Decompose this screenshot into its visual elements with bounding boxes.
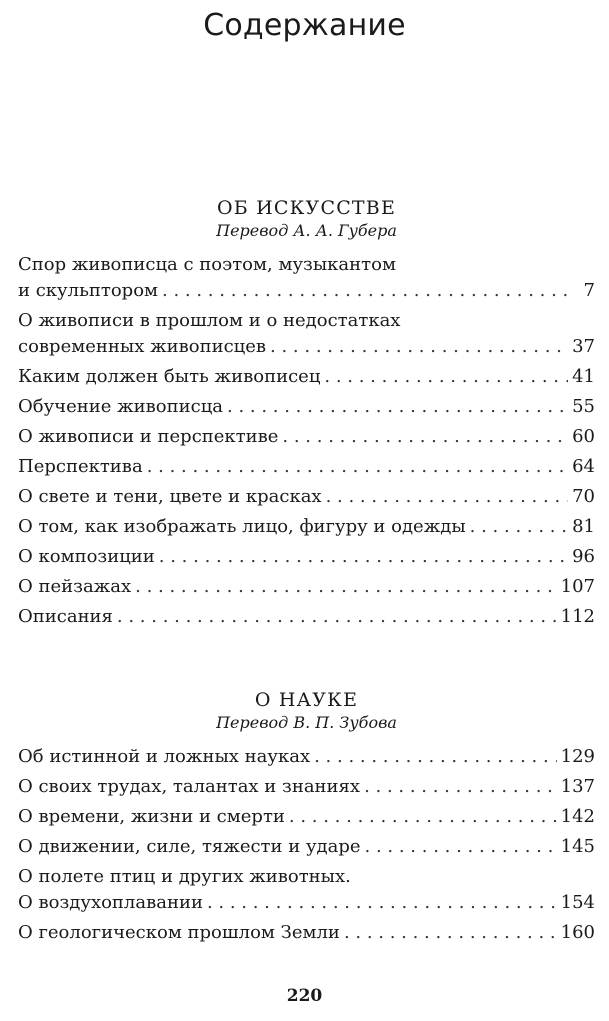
toc-entry-page: 160 (560, 922, 595, 943)
dot-leader (324, 364, 568, 390)
toc-entry-title: Перспектива (18, 456, 143, 477)
page-title: Содержание (203, 8, 406, 43)
footer-page-number: 220 (286, 986, 323, 1006)
toc-entry-page: 142 (560, 806, 595, 827)
toc-list (18, 744, 595, 946)
dot-leader (159, 544, 568, 570)
toc-entry-page: 64 (572, 456, 595, 477)
toc-entry-title: О времени, жизни и смерти (18, 806, 285, 827)
toc-entry-page: 41 (572, 366, 595, 387)
toc-entry-title: Об истинной и ложных науках (18, 746, 311, 767)
section-art (18, 196, 595, 634)
toc-entry[interactable] (18, 744, 595, 770)
dot-leader (344, 920, 557, 946)
toc-entry[interactable] (18, 514, 595, 540)
dot-leader (270, 334, 568, 360)
toc-entry[interactable] (18, 774, 595, 800)
toc-entry[interactable] (18, 574, 595, 600)
toc-entry-page: 112 (560, 606, 595, 627)
toc-entry-page: 145 (560, 836, 595, 857)
toc-entry-page: 37 (572, 336, 595, 357)
toc-entry-page: 154 (560, 892, 595, 913)
toc-entry[interactable] (18, 364, 595, 390)
toc-entry-title: О воздухоплавании (18, 892, 203, 913)
section-heading: ОБ ИСКУССТВЕ (216, 197, 397, 219)
dot-leader (207, 890, 557, 916)
toc-entry[interactable] (18, 604, 595, 630)
dot-leader (314, 744, 557, 770)
toc-entry-title: О своих трудах, талантах и знаниях (18, 776, 361, 797)
section-science (18, 688, 595, 950)
toc-entry[interactable] (18, 484, 595, 510)
toc-entry-title: современных живописцев (18, 336, 267, 357)
toc-entry-page: 137 (560, 776, 595, 797)
toc-entry-page: 60 (572, 426, 595, 447)
toc-entry-title: О свете и тени, цвете и красках (18, 486, 322, 507)
toc-entry[interactable] (18, 834, 595, 860)
toc-entry[interactable] (18, 454, 595, 480)
toc-entry-title: и скульптором (18, 280, 159, 301)
toc-entry-title-line1: Спор живописца с поэтом, музыкантом (18, 254, 396, 275)
toc-entry-title: О том, как изображать лицо, фигуру и одежды (18, 516, 466, 537)
toc-entry-page: 7 (583, 280, 595, 301)
toc-entry-title: Обучение живописца (18, 396, 224, 417)
toc-entry-title: О движении, силе, тяжести и ударе (18, 836, 361, 857)
dot-leader (282, 424, 568, 450)
section-translator: Перевод А. А. Губера (216, 221, 397, 240)
toc-entry[interactable] (18, 864, 595, 916)
toc-entry[interactable] (18, 308, 595, 360)
toc-entry-title-line1: О живописи в прошлом и о недостатках (18, 310, 401, 331)
dot-leader (227, 394, 568, 420)
section-heading: О НАУКЕ (254, 689, 359, 711)
toc-entry[interactable] (18, 920, 595, 946)
toc-entry[interactable] (18, 424, 595, 450)
toc-entry-title-line1: О полете птиц и других животных. (18, 866, 351, 887)
toc-entry[interactable] (18, 252, 595, 304)
dot-leader (117, 604, 557, 630)
toc-entry-title: О живописи и перспективе (18, 426, 279, 447)
section-translator: Перевод В. П. Зубова (216, 713, 397, 732)
toc-entry-page: 107 (560, 576, 595, 597)
dot-leader (135, 574, 557, 600)
toc-entry-title: О пейзажах (18, 576, 132, 597)
toc-entry-page: 81 (572, 516, 595, 537)
toc-entry[interactable] (18, 544, 595, 570)
dot-leader (147, 454, 568, 480)
toc-entry-title: О геологическом прошлом Земли (18, 922, 340, 943)
toc-entry[interactable] (18, 804, 595, 830)
toc-entry-page: 70 (572, 486, 595, 507)
dot-leader (289, 804, 557, 830)
dot-leader (326, 484, 569, 510)
toc-entry-title: О композиции (18, 546, 155, 567)
toc-entry-page: 55 (572, 396, 595, 417)
dot-leader (162, 278, 573, 304)
toc-entry[interactable] (18, 394, 595, 420)
toc-entry-page: 96 (572, 546, 595, 567)
toc-entry-title: Каким должен быть живописец (18, 366, 321, 387)
toc-list (18, 252, 595, 630)
dot-leader (470, 514, 568, 540)
dot-leader (364, 774, 557, 800)
toc-entry-page: 129 (560, 746, 595, 767)
dot-leader (365, 834, 557, 860)
toc-entry-title: Описания (18, 606, 113, 627)
